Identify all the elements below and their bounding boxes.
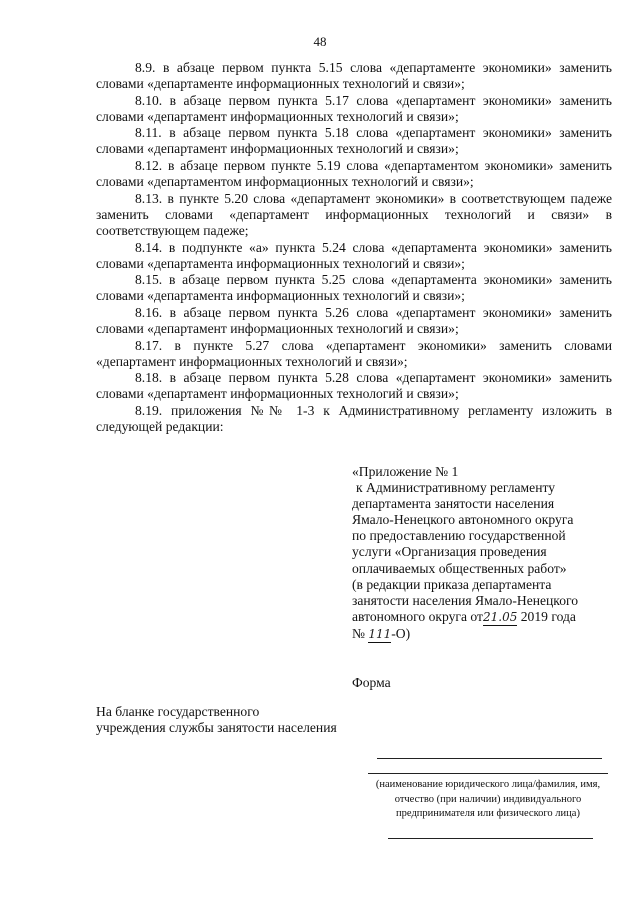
appendix-line: занятости населения Ямало-Ненецкого [352,592,579,608]
form-label: Форма [352,675,391,690]
appendix-line: по предоставлению государственной [352,528,566,544]
paragraph-8-11: 8.11. в абзаце первом пункта 5.18 слова «департамент экономики» заменить словами «департамент информационных технологий и связи»; [96,125,612,157]
appendix-line: (в редакции приказа департамента [352,576,552,592]
paragraph-8-14: 8.14. в подпункте «а» пункта 5.24 слова «департамента экономики» заменить словами «департамента информационных технологий и связи»; [96,239,612,271]
appendix-line: к Административному регламенту [356,480,556,496]
letterhead-line: На бланке государственного [96,704,260,719]
number-suffix: -О) [391,625,411,641]
number-prefix: № [352,625,369,641]
appendix-line: департамента занятости населения [352,496,555,512]
page-number: 48 [313,34,327,49]
appendix-line: оплачиваемых общественных работ» [352,560,567,576]
handwritten-number: 111 [368,626,392,641]
appendix-line: услуги «Организация проведения [352,544,547,560]
paragraph-8-13: 8.13. в пункте 5.20 слова «департамент экономики» в соответствующем падеже заменить словами «департамент информационных технологий и связи» в соответствующем падеже; [96,190,612,238]
recipient-blank-line [388,838,593,839]
paragraph-8-15: 8.15. в абзаце первом пункта 5.25 слова «департамента экономики» заменить словами «департамента информационных технологий и связи»; [96,272,612,304]
appendix-line: «Приложение № 1 [352,464,459,479]
appendix-date-line [352,609,622,626]
date-suffix: 2019 года [517,608,576,624]
appendix-number-line [352,626,622,643]
paragraph-8-16: 8.16. в абзаце первом пункта 5.26 слова «департамент экономики» заменить словами «департамент информационных технологий и связи»; [96,304,612,336]
amendments-list [96,60,612,436]
paragraph-8-10: 8.10. в абзаце первом пункта 5.17 слова «департамент экономики» заменить словами «департамент информационных технологий и связи»; [96,92,612,124]
letterhead-note [96,704,337,736]
date-prefix: автономного округа от [352,608,483,624]
paragraph-8-9: 8.9. в абзаце первом пункта 5.15 слова «департаменте экономики» заменить словами «департаменте информационных технологий и связи»; [96,60,612,92]
appendix-header [352,464,622,643]
recipient-blank-line [368,773,608,774]
letterhead-line: учреждения службы занятости населения [96,720,337,736]
recipient-blank-line [377,758,602,759]
recipient-caption: (наименование юридического лица/фамилия, имя, отчество (при наличии) индивидуального предпринимателя или физического лица) [375,779,601,820]
paragraph-8-12: 8.12. в абзаце первом пункте 5.19 слова «департаментом экономики» заменить словами «департаментом информационных технологий и связи»; [96,158,612,190]
paragraph-8-18: 8.18. в абзаце первом пункта 5.28 слова «департамент экономики» заменить словами «департамент информационных технологий и связи»; [96,370,612,402]
appendix-line: Ямало-Ненецкого автономного округа [352,512,574,528]
handwritten-date: 21.05 [482,609,518,624]
paragraph-8-17: 8.17. в пункте 5.27 слова «департамент экономики» заменить словами «департамент информационных технологий и связи»; [96,337,612,369]
paragraph-8-19: 8.19. приложения №№ 1-3 к Административному регламенту изложить в следующей редакции: [96,402,612,435]
